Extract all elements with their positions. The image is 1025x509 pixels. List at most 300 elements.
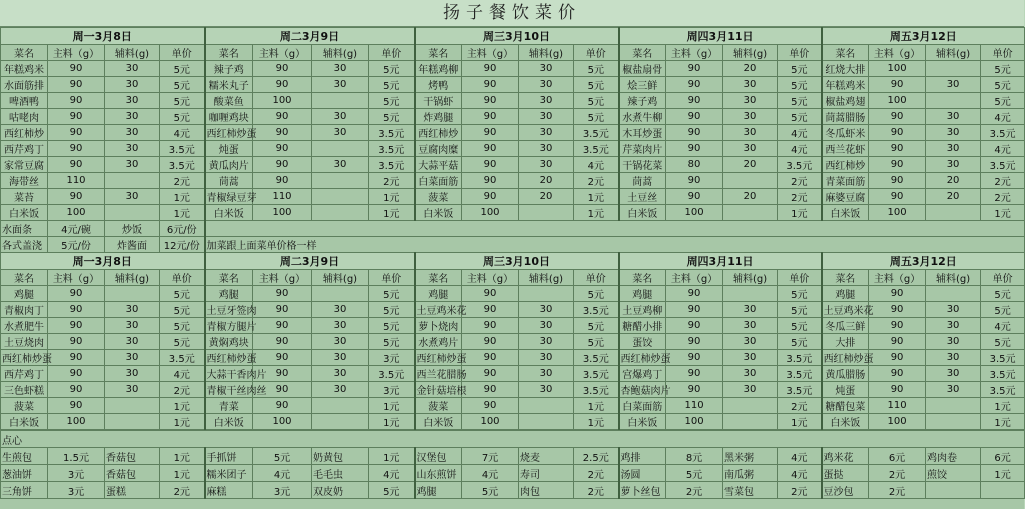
cell[interactable]: 90 [869, 334, 926, 350]
cell[interactable]: 5元 [369, 286, 415, 302]
cell[interactable]: 5元 [574, 109, 619, 125]
cell[interactable]: 三角饼 [1, 482, 48, 499]
cell[interactable]: 蛋糕 [105, 482, 160, 499]
cell[interactable]: 7元 [462, 448, 519, 465]
cell[interactable]: 90 [253, 157, 312, 173]
cell[interactable]: 糯米丸子 [205, 77, 253, 93]
cell[interactable]: 水煮肥牛 [1, 318, 48, 334]
cell[interactable]: 菠菜 [415, 189, 462, 205]
cell[interactable]: 3.5元 [981, 125, 1025, 141]
cell[interactable] [723, 205, 778, 221]
cell[interactable]: 90 [48, 350, 105, 366]
cell[interactable]: 1元 [160, 205, 205, 221]
cell[interactable]: 香菇包 [105, 465, 160, 482]
cell[interactable]: 青椒肉丁 [1, 302, 48, 318]
cell[interactable]: 30 [926, 157, 981, 173]
cell[interactable]: 30 [723, 77, 778, 93]
cell[interactable]: 4元 [160, 125, 205, 141]
column-header-cell[interactable]: 菜名 [619, 270, 666, 286]
cell[interactable]: 4元 [160, 366, 205, 382]
cell[interactable] [519, 414, 574, 430]
cell[interactable]: 90 [869, 286, 926, 302]
cell[interactable]: 烩三鲜 [619, 77, 666, 93]
cell[interactable]: 30 [312, 61, 369, 77]
cell[interactable] [926, 61, 981, 77]
cell[interactable]: 5元 [369, 109, 415, 125]
cell[interactable]: 20 [926, 173, 981, 189]
cell[interactable]: 90 [869, 125, 926, 141]
cell[interactable]: 干锅花菜 [619, 157, 666, 173]
cell[interactable]: 糖醋小排 [619, 318, 666, 334]
column-header-cell[interactable]: 主料（g） [666, 270, 723, 286]
cell[interactable]: 手抓饼 [205, 448, 253, 465]
cell[interactable]: 5元 [981, 286, 1025, 302]
cell[interactable]: 30 [105, 77, 160, 93]
cell[interactable]: 4元 [778, 465, 822, 482]
cell[interactable]: 5元 [160, 302, 205, 318]
cell[interactable]: 5元 [160, 61, 205, 77]
cell[interactable]: 30 [723, 302, 778, 318]
column-header-cell[interactable]: 主料（g） [462, 45, 519, 61]
cell[interactable]: 茼蒿 [619, 173, 666, 189]
cell[interactable]: 90 [253, 125, 312, 141]
cell[interactable] [723, 398, 778, 414]
cell[interactable]: 90 [253, 173, 312, 189]
cell[interactable]: 5元 [981, 61, 1025, 77]
cell[interactable]: 宫爆鸡丁 [619, 366, 666, 382]
cell[interactable]: 30 [926, 141, 981, 157]
cell[interactable]: 100 [666, 205, 723, 221]
cell[interactable]: 90 [462, 109, 519, 125]
cell[interactable] [312, 93, 369, 109]
cell[interactable]: 20 [723, 157, 778, 173]
cell[interactable]: 5元 [253, 448, 312, 465]
cell[interactable]: 1元 [369, 205, 415, 221]
cell[interactable]: 90 [462, 157, 519, 173]
cell[interactable]: 100 [869, 93, 926, 109]
column-header-cell[interactable]: 单价 [574, 270, 619, 286]
column-header-cell[interactable]: 辅料(g) [519, 270, 574, 286]
column-header-cell[interactable]: 单价 [369, 45, 415, 61]
cell[interactable] [312, 286, 369, 302]
cell[interactable]: 90 [462, 173, 519, 189]
cell[interactable] [312, 141, 369, 157]
cell[interactable]: 3.5元 [981, 350, 1025, 366]
day-header-cell[interactable]: 周三3月10日 [415, 253, 619, 270]
cell[interactable]: 100 [869, 205, 926, 221]
cell[interactable]: 1元 [369, 448, 415, 465]
cell[interactable]: 土豆鸡米花 [415, 302, 462, 318]
cell[interactable] [926, 482, 981, 499]
cell[interactable]: 30 [926, 366, 981, 382]
cell[interactable]: 菠菜 [415, 398, 462, 414]
cell[interactable]: 汤圆 [619, 465, 666, 482]
cell[interactable]: 5元 [778, 334, 822, 350]
cell[interactable]: 2元 [869, 465, 926, 482]
column-header-cell[interactable]: 菜名 [205, 45, 253, 61]
cell[interactable]: 1元 [574, 205, 619, 221]
cell[interactable]: 鸡米花 [822, 448, 869, 465]
cell[interactable]: 30 [723, 125, 778, 141]
cell[interactable]: 30 [312, 318, 369, 334]
cell[interactable]: 30 [519, 141, 574, 157]
cell[interactable]: 90 [48, 141, 105, 157]
cell[interactable]: 3.5元 [574, 125, 619, 141]
cell[interactable]: 2元 [160, 173, 205, 189]
cell[interactable]: 大蒜干香肉片 [205, 366, 253, 382]
cell[interactable]: 2元 [778, 189, 822, 205]
column-header-cell[interactable]: 单价 [778, 270, 822, 286]
cell[interactable]: 90 [666, 93, 723, 109]
cell[interactable]: 糯米团子 [205, 465, 253, 482]
cell[interactable]: 90 [253, 334, 312, 350]
cell[interactable]: 5元 [666, 465, 723, 482]
cell[interactable]: 30 [105, 302, 160, 318]
cell[interactable]: 5元 [574, 286, 619, 302]
cell[interactable]: 90 [666, 141, 723, 157]
cell[interactable]: 90 [48, 366, 105, 382]
day-header-cell[interactable]: 周二3月9日 [205, 28, 415, 45]
cell[interactable]: 90 [48, 93, 105, 109]
column-header-cell[interactable]: 主料（g） [869, 270, 926, 286]
cell[interactable]: 30 [312, 350, 369, 366]
cell[interactable]: 4元/碗 [48, 221, 105, 237]
cell[interactable]: 奶黄包 [312, 448, 369, 465]
cell[interactable]: 90 [666, 109, 723, 125]
cell[interactable]: 西红柿炒蛋 [205, 350, 253, 366]
cell[interactable]: 土豆鸡米花 [822, 302, 869, 318]
cell[interactable]: 90 [462, 350, 519, 366]
cell[interactable]: 炒饭 [105, 221, 160, 237]
cell[interactable]: 西红柿炒蛋 [1, 350, 48, 366]
cell[interactable] [926, 398, 981, 414]
cell[interactable]: 山东煎饼 [415, 465, 462, 482]
cell[interactable]: 1元 [981, 465, 1025, 482]
cell[interactable]: 90 [666, 77, 723, 93]
cell[interactable]: 90 [48, 109, 105, 125]
cell[interactable]: 5元 [574, 77, 619, 93]
column-header-cell[interactable]: 单价 [981, 270, 1025, 286]
cell[interactable]: 90 [253, 286, 312, 302]
cell[interactable]: 5元 [369, 61, 415, 77]
cell[interactable]: 110 [666, 398, 723, 414]
cell[interactable]: 90 [253, 77, 312, 93]
cell[interactable]: 100 [869, 414, 926, 430]
cell[interactable]: 椒盐扇骨 [619, 61, 666, 77]
cell[interactable]: 6元 [869, 448, 926, 465]
column-header-cell[interactable]: 单价 [160, 270, 205, 286]
cell[interactable]: 100 [462, 205, 519, 221]
cell[interactable] [105, 205, 160, 221]
cell[interactable]: 白米饭 [205, 205, 253, 221]
cell[interactable]: 100 [48, 414, 105, 430]
cell[interactable]: 90 [666, 382, 723, 398]
cell[interactable]: 30 [519, 350, 574, 366]
cell[interactable]: 3.5元 [574, 382, 619, 398]
cell[interactable]: 90 [253, 350, 312, 366]
cell[interactable]: 黑米粥 [723, 448, 778, 465]
cell[interactable]: 1元 [160, 448, 205, 465]
cell[interactable]: 酸菜鱼 [205, 93, 253, 109]
cell[interactable]: 西红柿炒蛋 [619, 350, 666, 366]
cell[interactable]: 30 [723, 318, 778, 334]
cell[interactable]: 90 [869, 109, 926, 125]
cell[interactable]: 5元 [160, 93, 205, 109]
note-cell[interactable]: 加菜跟上面菜单价格一样 [205, 237, 1025, 253]
cell[interactable]: 土豆鸡柳 [619, 302, 666, 318]
cell[interactable]: 糖醋包菜 [822, 398, 869, 414]
cell[interactable]: 3.5元 [369, 141, 415, 157]
cell[interactable]: 3.5元 [160, 350, 205, 366]
cell[interactable]: 20 [519, 189, 574, 205]
cell[interactable]: 90 [666, 125, 723, 141]
cell[interactable]: 3.5元 [981, 157, 1025, 173]
column-header-cell[interactable]: 单价 [574, 45, 619, 61]
cell[interactable]: 90 [666, 366, 723, 382]
cell[interactable]: 80 [666, 157, 723, 173]
column-header-cell[interactable]: 辅料(g) [105, 270, 160, 286]
day-header-cell[interactable]: 周五3月12日 [822, 253, 1025, 270]
cell[interactable]: 30 [312, 302, 369, 318]
cell[interactable]: 1元 [369, 189, 415, 205]
cell[interactable]: 30 [519, 366, 574, 382]
cell[interactable]: 2元 [981, 173, 1025, 189]
cell[interactable]: 5元 [778, 109, 822, 125]
cell[interactable] [312, 205, 369, 221]
cell[interactable]: 红烧大排 [822, 61, 869, 77]
cell[interactable]: 30 [105, 93, 160, 109]
day-header-cell[interactable]: 周五3月12日 [822, 28, 1025, 45]
cell[interactable]: 90 [869, 141, 926, 157]
cell[interactable]: 水煮鸡片 [415, 334, 462, 350]
cell[interactable]: 2.5元 [574, 448, 619, 465]
cell[interactable]: 6元/份 [160, 221, 205, 237]
cell[interactable]: 水面筋排 [1, 77, 48, 93]
cell[interactable]: 30 [723, 366, 778, 382]
column-header-cell[interactable]: 辅料(g) [312, 270, 369, 286]
cell[interactable]: 5元 [981, 302, 1025, 318]
cell[interactable]: 90 [869, 318, 926, 334]
cell[interactable]: 30 [926, 318, 981, 334]
cell[interactable]: 烧麦 [519, 448, 574, 465]
cell[interactable]: 2元 [369, 173, 415, 189]
cell[interactable]: 芹菜肉片 [619, 141, 666, 157]
cell[interactable]: 1元 [981, 205, 1025, 221]
cell[interactable] [312, 189, 369, 205]
cell[interactable]: 90 [869, 382, 926, 398]
cell[interactable]: 菠菜 [1, 398, 48, 414]
cell[interactable]: 30 [723, 382, 778, 398]
cell[interactable]: 90 [462, 366, 519, 382]
cell[interactable]: 土豆丝 [619, 189, 666, 205]
cell[interactable] [926, 414, 981, 430]
cell[interactable] [926, 93, 981, 109]
cell[interactable]: 30 [105, 334, 160, 350]
cell[interactable] [105, 414, 160, 430]
cell[interactable]: 雪菜包 [723, 482, 778, 499]
cell[interactable]: 黄焖鸡块 [205, 334, 253, 350]
cell[interactable]: 110 [48, 173, 105, 189]
cell[interactable]: 5元 [778, 286, 822, 302]
cell[interactable]: 海带丝 [1, 173, 48, 189]
cell[interactable]: 90 [666, 302, 723, 318]
cell[interactable]: 青菜 [205, 398, 253, 414]
cell[interactable]: 90 [48, 77, 105, 93]
cell[interactable]: 4元 [778, 125, 822, 141]
cell[interactable]: 1元 [778, 205, 822, 221]
cell[interactable]: 咖喱鸡块 [205, 109, 253, 125]
cell[interactable]: 30 [519, 61, 574, 77]
cell[interactable]: 4元 [462, 465, 519, 482]
cell[interactable]: 3.5元 [778, 350, 822, 366]
cell[interactable]: 30 [105, 350, 160, 366]
cell[interactable]: 100 [253, 205, 312, 221]
cell[interactable]: 90 [462, 125, 519, 141]
day-header-cell[interactable]: 周一3月8日 [1, 253, 205, 270]
cell[interactable]: 30 [723, 334, 778, 350]
cell[interactable]: 90 [253, 141, 312, 157]
cell[interactable]: 1元 [981, 398, 1025, 414]
cell[interactable]: 冬瓜虾米 [822, 125, 869, 141]
cell[interactable]: 杏鲍菇肉片 [619, 382, 666, 398]
cell[interactable]: 30 [105, 189, 160, 205]
cell[interactable]: 5元 [574, 334, 619, 350]
cell[interactable]: 4元 [981, 109, 1025, 125]
cell[interactable]: 3.5元 [574, 141, 619, 157]
cell[interactable]: 90 [869, 157, 926, 173]
cell[interactable]: 家常豆腐 [1, 157, 48, 173]
cell[interactable]: 20 [723, 189, 778, 205]
cell[interactable] [519, 286, 574, 302]
cell[interactable]: 90 [666, 318, 723, 334]
cell[interactable]: 30 [312, 125, 369, 141]
cell[interactable]: 大蒜平菇 [415, 157, 462, 173]
cell[interactable]: 90 [666, 286, 723, 302]
cell[interactable]: 2元 [981, 189, 1025, 205]
cell[interactable] [723, 414, 778, 430]
cell[interactable]: 12元/份 [160, 237, 205, 253]
cell[interactable]: 5元 [574, 61, 619, 77]
cell[interactable]: 100 [48, 205, 105, 221]
cell[interactable] [312, 173, 369, 189]
cell[interactable]: 啤酒鸭 [1, 93, 48, 109]
cell[interactable]: 1元 [160, 465, 205, 482]
cell[interactable]: 5元 [160, 334, 205, 350]
column-header-cell[interactable]: 菜名 [205, 270, 253, 286]
cell[interactable]: 炸鸡腿 [415, 109, 462, 125]
cell[interactable]: 辣子鸡 [619, 93, 666, 109]
cell[interactable]: 5元 [369, 318, 415, 334]
cell[interactable]: 2元 [666, 482, 723, 499]
cell[interactable]: 西红柿炒 [1, 125, 48, 141]
cell[interactable]: 萝卜烧肉 [415, 318, 462, 334]
cell[interactable]: 炖蛋 [205, 141, 253, 157]
cell[interactable]: 白米饭 [619, 414, 666, 430]
cell[interactable]: 90 [48, 189, 105, 205]
cell[interactable]: 鸡排 [619, 448, 666, 465]
cell[interactable]: 30 [105, 109, 160, 125]
cell[interactable]: 黄瓜腊肠 [822, 366, 869, 382]
cell[interactable]: 2元 [574, 465, 619, 482]
cell[interactable]: 生煎包 [1, 448, 48, 465]
cell[interactable] [312, 414, 369, 430]
cell[interactable]: 金针菇培根 [415, 382, 462, 398]
cell[interactable]: 100 [253, 93, 312, 109]
cell[interactable]: 3元 [48, 482, 105, 499]
cell[interactable]: 90 [869, 302, 926, 318]
column-header-cell[interactable]: 主料（g） [869, 45, 926, 61]
cell[interactable]: 3.5元 [778, 366, 822, 382]
cell[interactable]: 30 [519, 109, 574, 125]
cell[interactable]: 麻婆豆腐 [822, 189, 869, 205]
cell[interactable]: 年糕鸡米 [822, 77, 869, 93]
cell[interactable]: 6元 [981, 448, 1025, 465]
cell[interactable]: 100 [462, 414, 519, 430]
cell[interactable]: 90 [666, 61, 723, 77]
cell[interactable]: 90 [48, 61, 105, 77]
cell[interactable]: 30 [312, 109, 369, 125]
cell[interactable]: 20 [926, 189, 981, 205]
cell[interactable]: 鸡腿 [415, 482, 462, 499]
cell[interactable]: 5元 [369, 93, 415, 109]
cell[interactable]: 1元 [369, 398, 415, 414]
cell[interactable]: 30 [926, 334, 981, 350]
cell[interactable]: 西红柿炒 [415, 125, 462, 141]
cell[interactable]: 5元 [574, 318, 619, 334]
cell[interactable]: 90 [869, 366, 926, 382]
cell[interactable]: 西芹鸡丁 [1, 141, 48, 157]
column-header-cell[interactable]: 辅料(g) [926, 45, 981, 61]
cell[interactable]: 90 [48, 286, 105, 302]
cell[interactable]: 30 [519, 334, 574, 350]
cell[interactable]: 咕咾肉 [1, 109, 48, 125]
cell[interactable]: 30 [312, 366, 369, 382]
cell[interactable]: 4元 [778, 141, 822, 157]
cell[interactable]: 30 [105, 318, 160, 334]
cell[interactable]: 90 [462, 318, 519, 334]
cell[interactable]: 90 [253, 398, 312, 414]
cell[interactable]: 黄瓜肉片 [205, 157, 253, 173]
column-header-cell[interactable]: 主料（g） [48, 270, 105, 286]
cell[interactable]: 白菜面筋 [415, 173, 462, 189]
day-header-cell[interactable]: 周二3月9日 [205, 253, 415, 270]
column-header-cell[interactable]: 辅料(g) [312, 45, 369, 61]
cell[interactable]: 3.5元 [160, 141, 205, 157]
column-header-cell[interactable]: 单价 [160, 45, 205, 61]
cell[interactable]: 30 [926, 302, 981, 318]
cell[interactable]: 冬瓜三鲜 [822, 318, 869, 334]
cell[interactable]: 90 [666, 334, 723, 350]
cell[interactable]: 3.5元 [369, 157, 415, 173]
cell[interactable]: 2元 [869, 482, 926, 499]
cell[interactable]: 90 [48, 382, 105, 398]
cell[interactable]: 2元 [160, 482, 205, 499]
cell[interactable]: 西兰花虾 [822, 141, 869, 157]
cell[interactable]: 白米饭 [822, 414, 869, 430]
cell[interactable]: 30 [519, 93, 574, 109]
cell[interactable]: 4元 [981, 318, 1025, 334]
column-header-cell[interactable]: 菜名 [1, 270, 48, 286]
cell[interactable]: 90 [48, 398, 105, 414]
cell[interactable]: 1元 [160, 189, 205, 205]
cell[interactable]: 各式盖浇 [1, 237, 48, 253]
column-header-cell[interactable]: 辅料(g) [723, 45, 778, 61]
cell[interactable]: 90 [253, 318, 312, 334]
cell[interactable]: 5元 [981, 93, 1025, 109]
column-header-cell[interactable]: 主料（g） [462, 270, 519, 286]
column-header-cell[interactable]: 主料（g） [48, 45, 105, 61]
cell[interactable]: 年糕鸡米 [1, 61, 48, 77]
